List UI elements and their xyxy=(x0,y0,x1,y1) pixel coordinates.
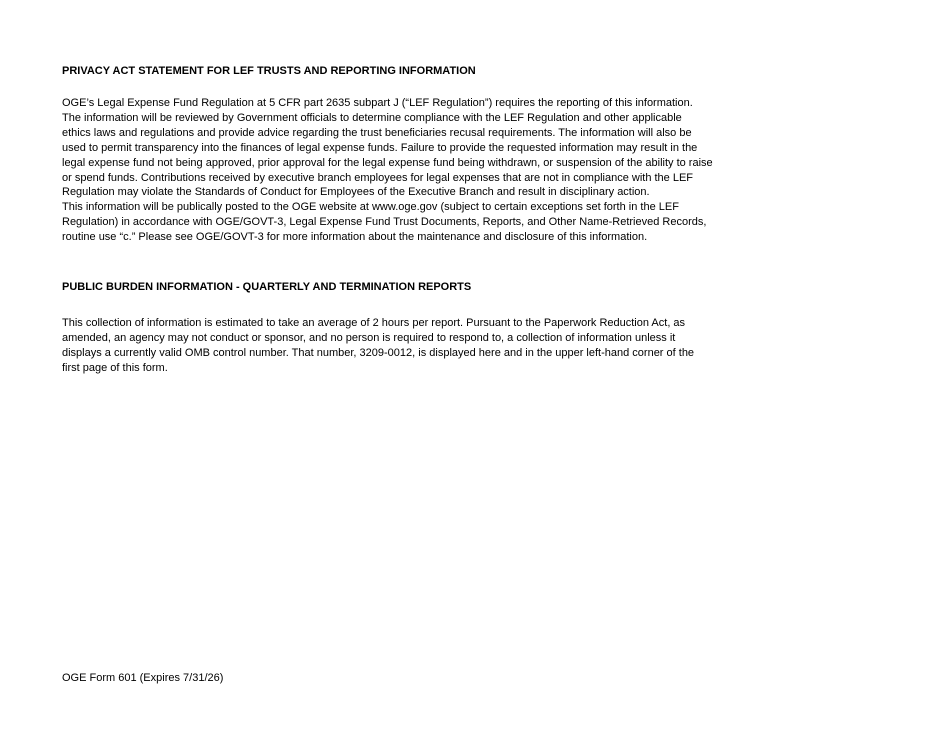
privacy-line: OGE’s Legal Expense Fund Regulation at 5 CFR part 2635 subpart J (“LEF Regulation”) requires the reporting of this information. xyxy=(62,97,693,109)
privacy-line: The information will be reviewed by Government officials to determine compliance with the LEF Regulation and other applicable xyxy=(62,111,682,124)
privacy-line: Regulation may violate the Standards of Conduct for Employees of the Executive Branch and result in disciplinary action. xyxy=(62,186,650,199)
form-footer-label: OGE Form 601 (Expires 7/31/26) xyxy=(62,672,224,684)
privacy-line: legal expense fund not being approved, prior approval for the legal expense fund being withdrawn, or suspension of the ability to raise xyxy=(62,156,713,169)
burden-line: first page of this form. xyxy=(62,361,168,374)
privacy-line: This information will be publically posted to the OGE website at www.oge.gov (subject to certain exceptions set forth in the LEF xyxy=(62,201,679,214)
privacy-line: ethics laws and regulations and provide advice regarding the trust beneficiaries recusal requirements. The information will also be xyxy=(62,126,692,139)
privacy-act-section-heading xyxy=(62,64,782,78)
public-burden-section-heading xyxy=(62,280,782,294)
privacy-act-heading: PRIVACY ACT STATEMENT FOR LEF TRUSTS AND REPORTING INFORMATION xyxy=(62,65,476,77)
privacy-line: routine use “c.” Please see OGE/GOVT-3 for more information about the maintenance and disclosure of this information. xyxy=(62,231,648,244)
privacy-line: or spend funds. Contributions received by executive branch employees for legal expenses that are not in compliance with the LEF xyxy=(62,171,694,184)
privacy-act-paragraph xyxy=(62,96,782,245)
public-burden-heading: PUBLIC BURDEN INFORMATION - QUARTERLY AND TERMINATION REPORTS xyxy=(62,281,472,293)
public-burden-paragraph xyxy=(62,316,782,376)
burden-line: This collection of information is estimated to take an average of 2 hours per report. Pursuant to the Paperwork Reduction Act, as xyxy=(62,317,686,329)
privacy-line: used to permit transparency into the finances of legal expense funds. Failure to provide the requested information may result in the xyxy=(62,141,698,154)
privacy-line: Regulation) in accordance with OGE/GOVT-3, Legal Expense Fund Trust Documents, Reports, and Other Name-Retrieved Records, xyxy=(62,216,707,229)
burden-line: amended, an agency may not conduct or sponsor, and no person is required to respond to, a collection of information unless it xyxy=(62,331,676,344)
burden-line: displays a currently valid OMB control number. That number, 3209-0012, is displayed here and in the upper left-hand corner of the xyxy=(62,346,695,359)
